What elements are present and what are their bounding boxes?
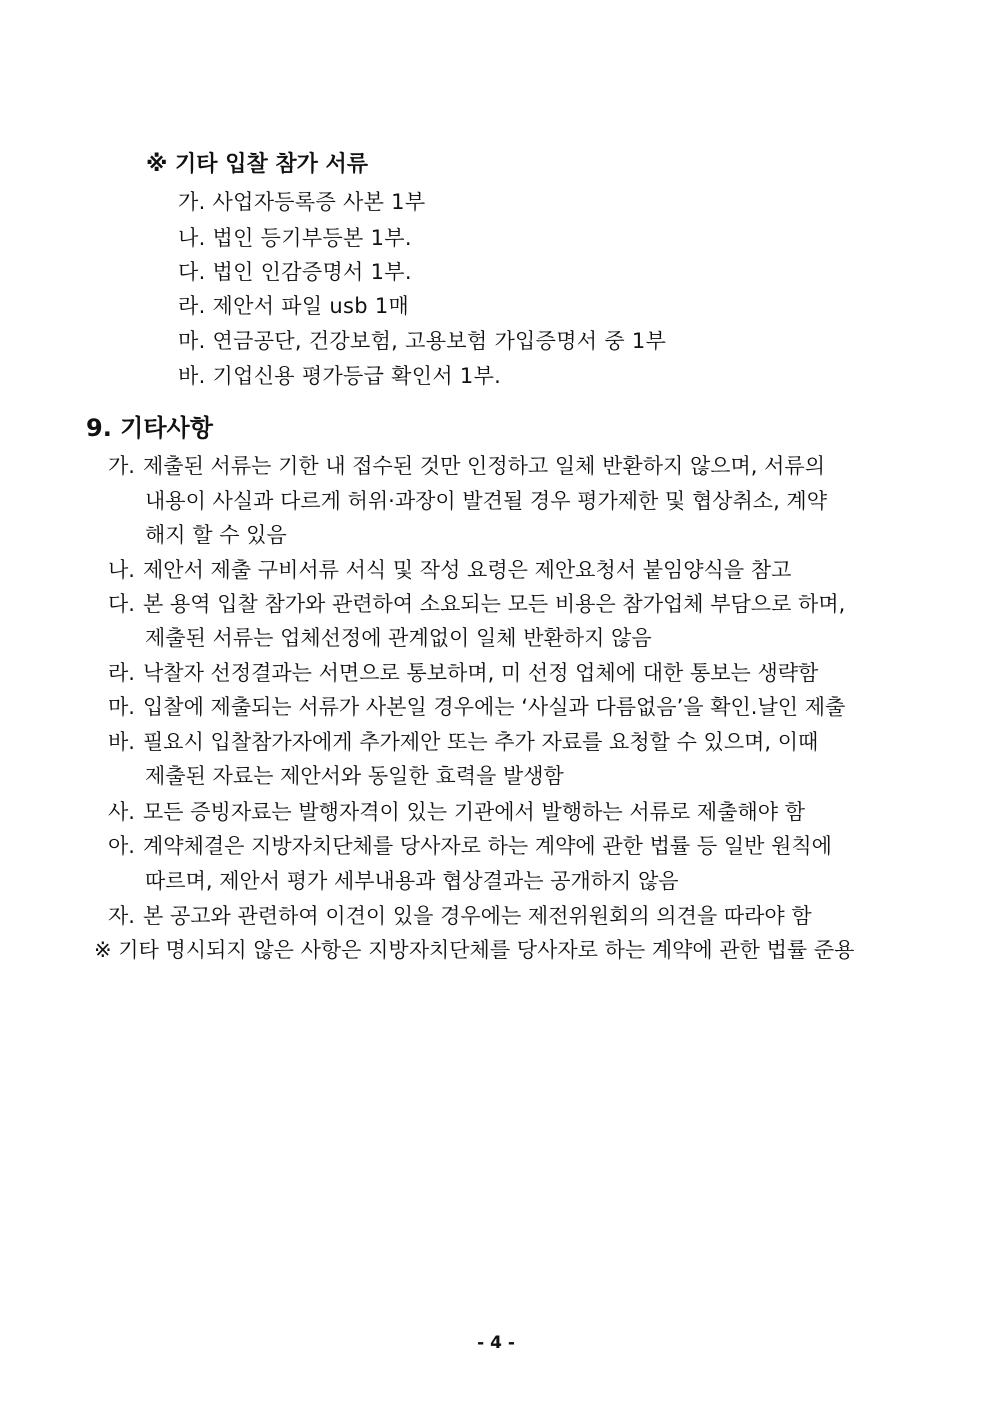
list-item bbox=[108, 797, 908, 827]
docs-note-heading: ※ 기타 입찰 참가 서류 bbox=[146, 152, 369, 177]
item-text: 본 공고와 관련하여 이견이 있을 경우에는 제전위원회의 의견을 따라야 함 bbox=[143, 904, 812, 928]
docs-list-item: 나. 법인 등기부등본 1부. bbox=[178, 226, 412, 250]
item-marker: 라. bbox=[108, 661, 135, 685]
item-text: 제안서 제출 구비서류 서식 및 작성 요령은 제안요청서 붙임양식을 참고 bbox=[143, 558, 792, 582]
item-marker: 사. bbox=[108, 800, 135, 824]
docs-list-item: 라. 제안서 파일 usb 1매 bbox=[178, 294, 410, 318]
item-text: 모든 증빙자료는 발행자격이 있는 기관에서 발행하는 서류로 제출해야 함 bbox=[143, 800, 805, 824]
item-continuation: 제출된 자료는 제안서와 동일한 효력을 발생함 bbox=[145, 764, 564, 788]
list-item bbox=[108, 831, 908, 861]
list-item bbox=[108, 589, 908, 619]
item-marker: 다. bbox=[108, 592, 135, 616]
docs-list-item: 바. 기업신용 평가등급 확인서 1부. bbox=[178, 364, 502, 388]
section-title: 9. 기타사항 bbox=[86, 414, 213, 442]
list-item bbox=[108, 727, 908, 757]
docs-list-item: 다. 법인 인감증명서 1부. bbox=[178, 260, 412, 284]
list-item bbox=[108, 901, 908, 931]
item-marker: 아. bbox=[108, 834, 135, 858]
item-text: 본 용역 입찰 참가와 관련하여 소요되는 모든 비용은 참가업체 부담으로 하며, bbox=[143, 592, 846, 616]
item-text: 필요시 입찰참가자에게 추가제안 또는 추가 자료를 요청할 수 있으며, 이때 bbox=[143, 730, 819, 754]
item-continuation: 해지 할 수 있음 bbox=[145, 523, 287, 547]
item-text: 제출된 서류는 기한 내 접수된 것만 인정하고 일체 반환하지 않으며, 서류의 bbox=[143, 454, 826, 478]
item-marker: 자. bbox=[108, 904, 135, 928]
list-item bbox=[108, 451, 908, 481]
item-marker: 바. bbox=[108, 730, 135, 754]
final-note: ※ 기타 명시되지 않은 사항은 지방자치단체를 당사자로 하는 계약에 관한 법률 준용 bbox=[94, 938, 855, 962]
docs-list-item: 가. 사업자등록증 사본 1부 bbox=[178, 190, 426, 214]
item-marker: 마. bbox=[108, 695, 135, 719]
list-item bbox=[108, 692, 908, 722]
item-text: 낙찰자 선정결과는 서면으로 통보하며, 미 선정 업체에 대한 통보는 생략함 bbox=[143, 661, 819, 685]
item-text: 입찰에 제출되는 서류가 사본일 경우에는 ‘사실과 다름없음’을 확인.날인 제출 bbox=[143, 695, 846, 719]
item-continuation: 제출된 서류는 업체선정에 관계없이 일체 반환하지 않음 bbox=[145, 626, 652, 650]
item-continuation: 내용이 사실과 다르게 허위·과장이 발견될 경우 평가제한 및 협상취소, 계약 bbox=[145, 489, 828, 513]
docs-list-item: 마. 연금공단, 건강보험, 고용보험 가입증명서 중 1부 bbox=[178, 329, 667, 353]
item-text: 계약체결은 지방자치단체를 당사자로 하는 계약에 관한 법률 등 일반 원칙에 bbox=[143, 834, 832, 858]
list-item bbox=[108, 658, 908, 688]
list-item bbox=[108, 555, 908, 585]
item-marker: 가. bbox=[108, 454, 135, 478]
item-continuation: 따르며, 제안서 평가 세부내용과 협상결과는 공개하지 않음 bbox=[145, 869, 679, 893]
item-marker: 나. bbox=[108, 558, 135, 582]
page-number: - 4 - bbox=[477, 1333, 515, 1353]
